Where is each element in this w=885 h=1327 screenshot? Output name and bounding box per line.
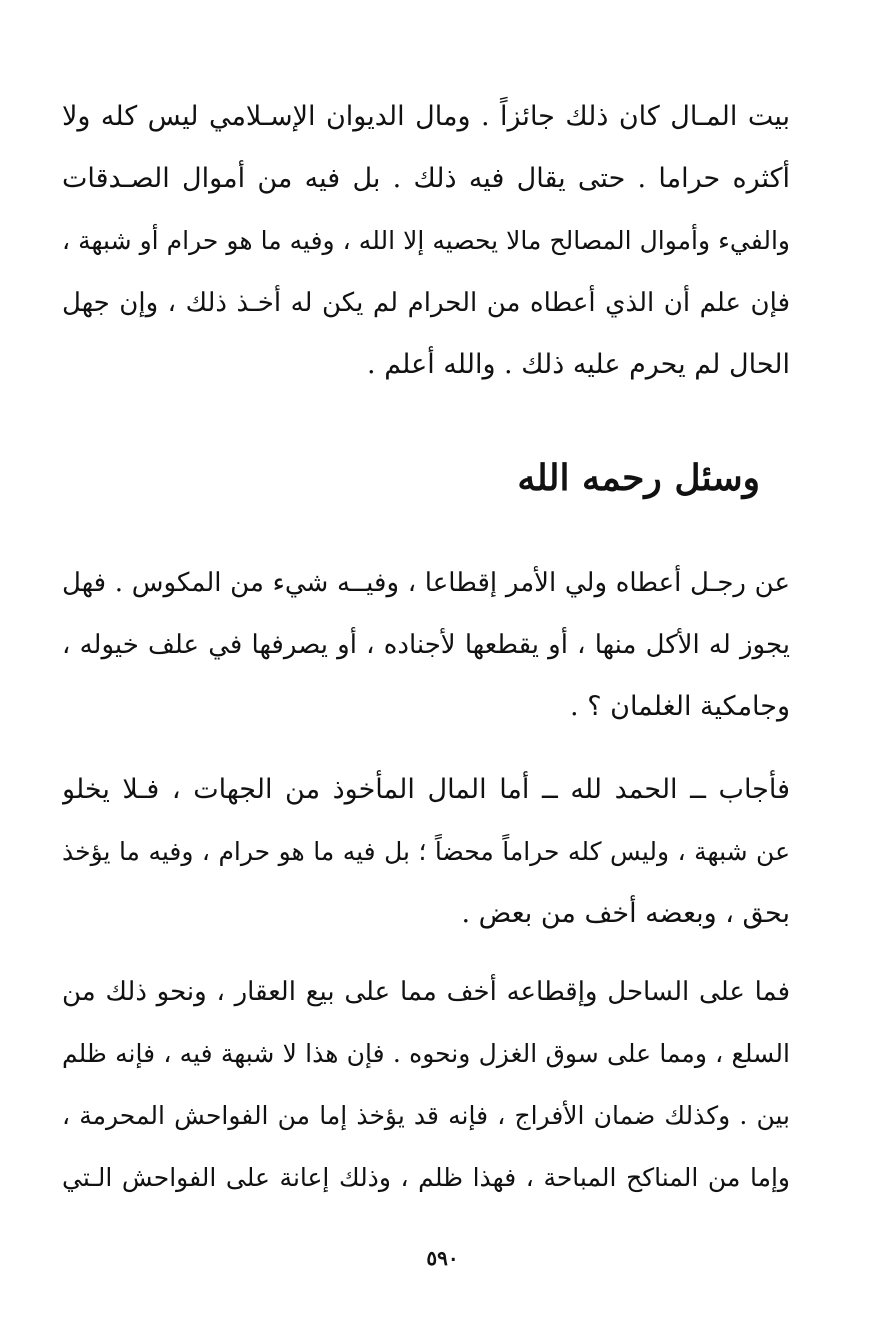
text-line: بيت المـال كان ذلك جائزاً . ومال الديوان الإسـلامي ليس كله ولا (62, 101, 790, 132)
text-line: فأجاب ــ الحمد لله ــ أما المال المأخوذ من الجهات ، فـلا يخلو (62, 774, 790, 805)
text-line: فإن علم أن الذي أعطاه من الحرام لم يكن له أخـذ ذلك ، وإن جهل (62, 288, 790, 318)
text-line: والفيء وأموال المصالح مالا يحصيه إلا الله ، وفيه ما هو حرام أو شبهة ، (62, 226, 790, 255)
section-heading: وسئل رحمه الله (517, 457, 760, 499)
text-line: أكثره حراما . حتى يقال فيه ذلك . بل فيه من أموال الصـدقات (62, 163, 790, 194)
text-line: بين . وكذلك ضمان الأفراج ، فإنه قد يؤخذ إما من الفواحش المحرمة ، (62, 1101, 790, 1130)
paragraph-1 (62, 86, 790, 396)
paragraph-4 (62, 961, 790, 1209)
page-number: ٥٩٠ (426, 1246, 459, 1270)
text-line: يجوز له الأكل منها ، أو يقطعها لأجناده ، أو يصرفها في علف خيوله ، (62, 630, 790, 660)
text-line: عن شبهة ، وليس كله حراماً محضاً ؛ بل فيه ما هو حرام ، وفيه ما يؤخذ (62, 837, 790, 866)
text-line: الحال لم يحرم عليه ذلك . والله أعلم . (367, 349, 790, 380)
text-line: فما على الساحل وإقطاعه أخف مما على بيع العقار ، ونحو ذلك من (62, 977, 790, 1007)
paragraph-3 (62, 759, 790, 945)
text-line: وإما من المناكح المباحة ، فهذا ظلم ، وذلك إعانة على الفواحش الـتي (62, 1163, 790, 1192)
text-line: عن رجـل أعطاه ولي الأمر إقطاعا ، وفيــه شيء من المكوس . فهل (62, 568, 790, 598)
text-line: السلع ، ومما على سوق الغزل ونحوه . فإن هذا لا شبهة فيه ، فإنه ظلم (62, 1039, 790, 1068)
text-line: وجامكية الغلمان ؟ . (570, 691, 790, 722)
paragraph-2 (62, 552, 790, 738)
text-line: بحق ، وبعضه أخف من بعض . (461, 898, 790, 929)
